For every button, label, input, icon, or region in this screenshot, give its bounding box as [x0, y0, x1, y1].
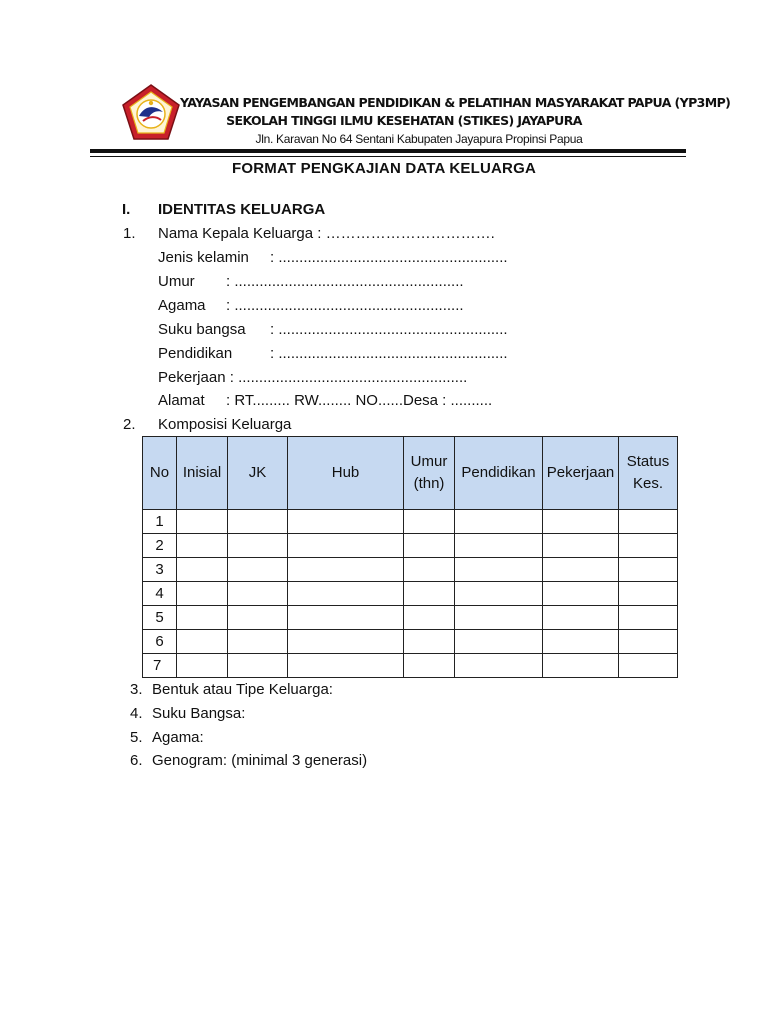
field-value-alamat: [226, 392, 492, 409]
column-header-pekerjaan: Pekerjaan: [543, 437, 619, 510]
table-cell: [455, 630, 543, 654]
field-value: .......................................................: [234, 297, 464, 314]
item-4-number: 4.: [130, 705, 143, 722]
item-3-text: Bentuk atau Tipe Keluarga:: [152, 681, 333, 698]
row-number: 5: [143, 606, 177, 630]
table-cell: [455, 534, 543, 558]
item-6-number: 6.: [130, 752, 143, 769]
document-title: FORMAT PENGKAJIAN DATA KELUARGA: [232, 160, 536, 177]
field-label-agama: Agama: [158, 297, 206, 314]
column-header-no: No: [143, 437, 177, 510]
table-cell: [404, 558, 455, 582]
field-value-umur: [226, 273, 464, 290]
table-header-row: [143, 437, 678, 510]
table-cell: [288, 606, 404, 630]
table-cell: [455, 606, 543, 630]
table-cell: [288, 654, 404, 678]
table-cell: [619, 606, 678, 630]
school-address: Jln. Karavan No 64 Sentani Kabupaten Jayapura Propinsi Papua: [255, 132, 583, 146]
field-separator: :: [225, 369, 239, 386]
field-value: .......................................................: [278, 321, 508, 338]
table-cell: [404, 582, 455, 606]
table-row: [143, 534, 678, 558]
field-label: Pekerjaan: [158, 369, 226, 386]
item-5-text: Agama:: [152, 729, 204, 746]
table-cell: [455, 510, 543, 534]
table-cell: [177, 534, 228, 558]
field-value: .......................................................: [278, 345, 508, 362]
field-value: …………………………….: [325, 225, 495, 242]
column-header-hub: Hub: [288, 437, 404, 510]
item-5-number: 5.: [130, 729, 143, 746]
item-1-number: 1.: [123, 225, 136, 242]
table-cell: [619, 630, 678, 654]
field-value: .......................................................: [278, 249, 508, 266]
field-value-pendidikan: [270, 345, 508, 362]
column-header-jk: JK: [228, 437, 288, 510]
table-cell: [228, 510, 288, 534]
table-cell: [619, 510, 678, 534]
table-cell: [177, 654, 228, 678]
table-cell: [228, 606, 288, 630]
table-row: [143, 558, 678, 582]
field-label-alamat: Alamat: [158, 392, 205, 409]
table-cell: [177, 510, 228, 534]
field-label: Nama Kepala Keluarga: [158, 225, 314, 242]
field-value: .......................................................: [234, 273, 464, 290]
table-row: [143, 510, 678, 534]
field-value: RT......... RW........ NO......Desa : ..........: [234, 392, 493, 409]
table-cell: [455, 582, 543, 606]
table-row: [143, 606, 678, 630]
field-label-jenis-kelamin: Jenis kelamin: [158, 249, 249, 266]
school-name: SEKOLAH TINGGI ILMU KESEHATAN (STIKES) JAYAPURA: [226, 113, 582, 128]
table-cell: [228, 534, 288, 558]
table-cell: [543, 630, 619, 654]
field-separator: :: [270, 249, 279, 266]
table-cell: [228, 654, 288, 678]
table-cell: [288, 510, 404, 534]
field-separator: :: [226, 273, 235, 290]
header-rule-thick: [90, 149, 686, 153]
field-separator: :: [270, 321, 279, 338]
table-cell: [404, 534, 455, 558]
column-header-umur: Umur (thn): [404, 437, 455, 510]
section-number: I.: [122, 201, 131, 218]
table-cell: [288, 582, 404, 606]
field-value-suku-bangsa: [270, 321, 508, 338]
field-label-pendidikan: Pendidikan: [158, 345, 233, 362]
item-3-number: 3.: [130, 681, 143, 698]
row-number: 2: [143, 534, 177, 558]
table-cell: [404, 654, 455, 678]
table-row: [143, 654, 678, 678]
row-number: 7: [143, 654, 177, 678]
table-cell: [619, 534, 678, 558]
field-separator: :: [226, 297, 235, 314]
field-value-agama: [226, 297, 464, 314]
komposisi-keluarga-table: [142, 436, 678, 678]
header-rule-thin: [90, 156, 686, 157]
row-number: 1: [143, 510, 177, 534]
table-cell: [177, 558, 228, 582]
field-separator: :: [313, 225, 326, 242]
table-cell: [619, 582, 678, 606]
table-cell: [543, 534, 619, 558]
table-cell: [543, 582, 619, 606]
table-cell: [177, 606, 228, 630]
field-value: .......................................................: [238, 369, 468, 386]
table-cell: [404, 606, 455, 630]
row-number: 4: [143, 582, 177, 606]
table-cell: [288, 558, 404, 582]
field-label-umur: Umur: [158, 273, 195, 290]
column-header-pendidikan: Pendidikan: [455, 437, 543, 510]
row-number: 6: [143, 630, 177, 654]
field-separator: :: [270, 345, 279, 362]
table-cell: [404, 510, 455, 534]
table-cell: [177, 582, 228, 606]
field-pekerjaan: [158, 369, 467, 386]
item-2-number: 2.: [123, 416, 136, 433]
table-cell: [228, 558, 288, 582]
table-row: [143, 630, 678, 654]
table-cell: [543, 558, 619, 582]
foundation-name: YAYASAN PENGEMBANGAN PENDIDIKAN & PELATIHAN MASYARAKAT PAPUA (YP3MP): [180, 95, 731, 110]
item-6-text: Genogram: (minimal 3 generasi): [152, 752, 368, 769]
table-cell: [455, 558, 543, 582]
table-cell: [228, 630, 288, 654]
table-cell: [543, 654, 619, 678]
row-number: 3: [143, 558, 177, 582]
table-cell: [228, 582, 288, 606]
column-header-inisial: Inisial: [177, 437, 228, 510]
table-cell: [543, 510, 619, 534]
item-2-title: Komposisi Keluarga: [158, 416, 292, 433]
table-cell: [288, 534, 404, 558]
field-nama-kepala-keluarga: [158, 225, 495, 242]
table-cell: [543, 606, 619, 630]
field-label-suku-bangsa: Suku bangsa: [158, 321, 246, 338]
table-cell: [455, 654, 543, 678]
item-4-text: Suku Bangsa:: [152, 705, 246, 722]
table-cell: [619, 654, 678, 678]
column-header-status-kes: Status Kes.: [619, 437, 678, 510]
section-title: IDENTITAS KELUARGA: [158, 201, 326, 218]
field-separator: :: [226, 392, 235, 409]
table-cell: [619, 558, 678, 582]
table-cell: [177, 630, 228, 654]
field-value-jenis-kelamin: [270, 249, 508, 266]
table-cell: [404, 630, 455, 654]
table-row: [143, 582, 678, 606]
table-cell: [288, 630, 404, 654]
